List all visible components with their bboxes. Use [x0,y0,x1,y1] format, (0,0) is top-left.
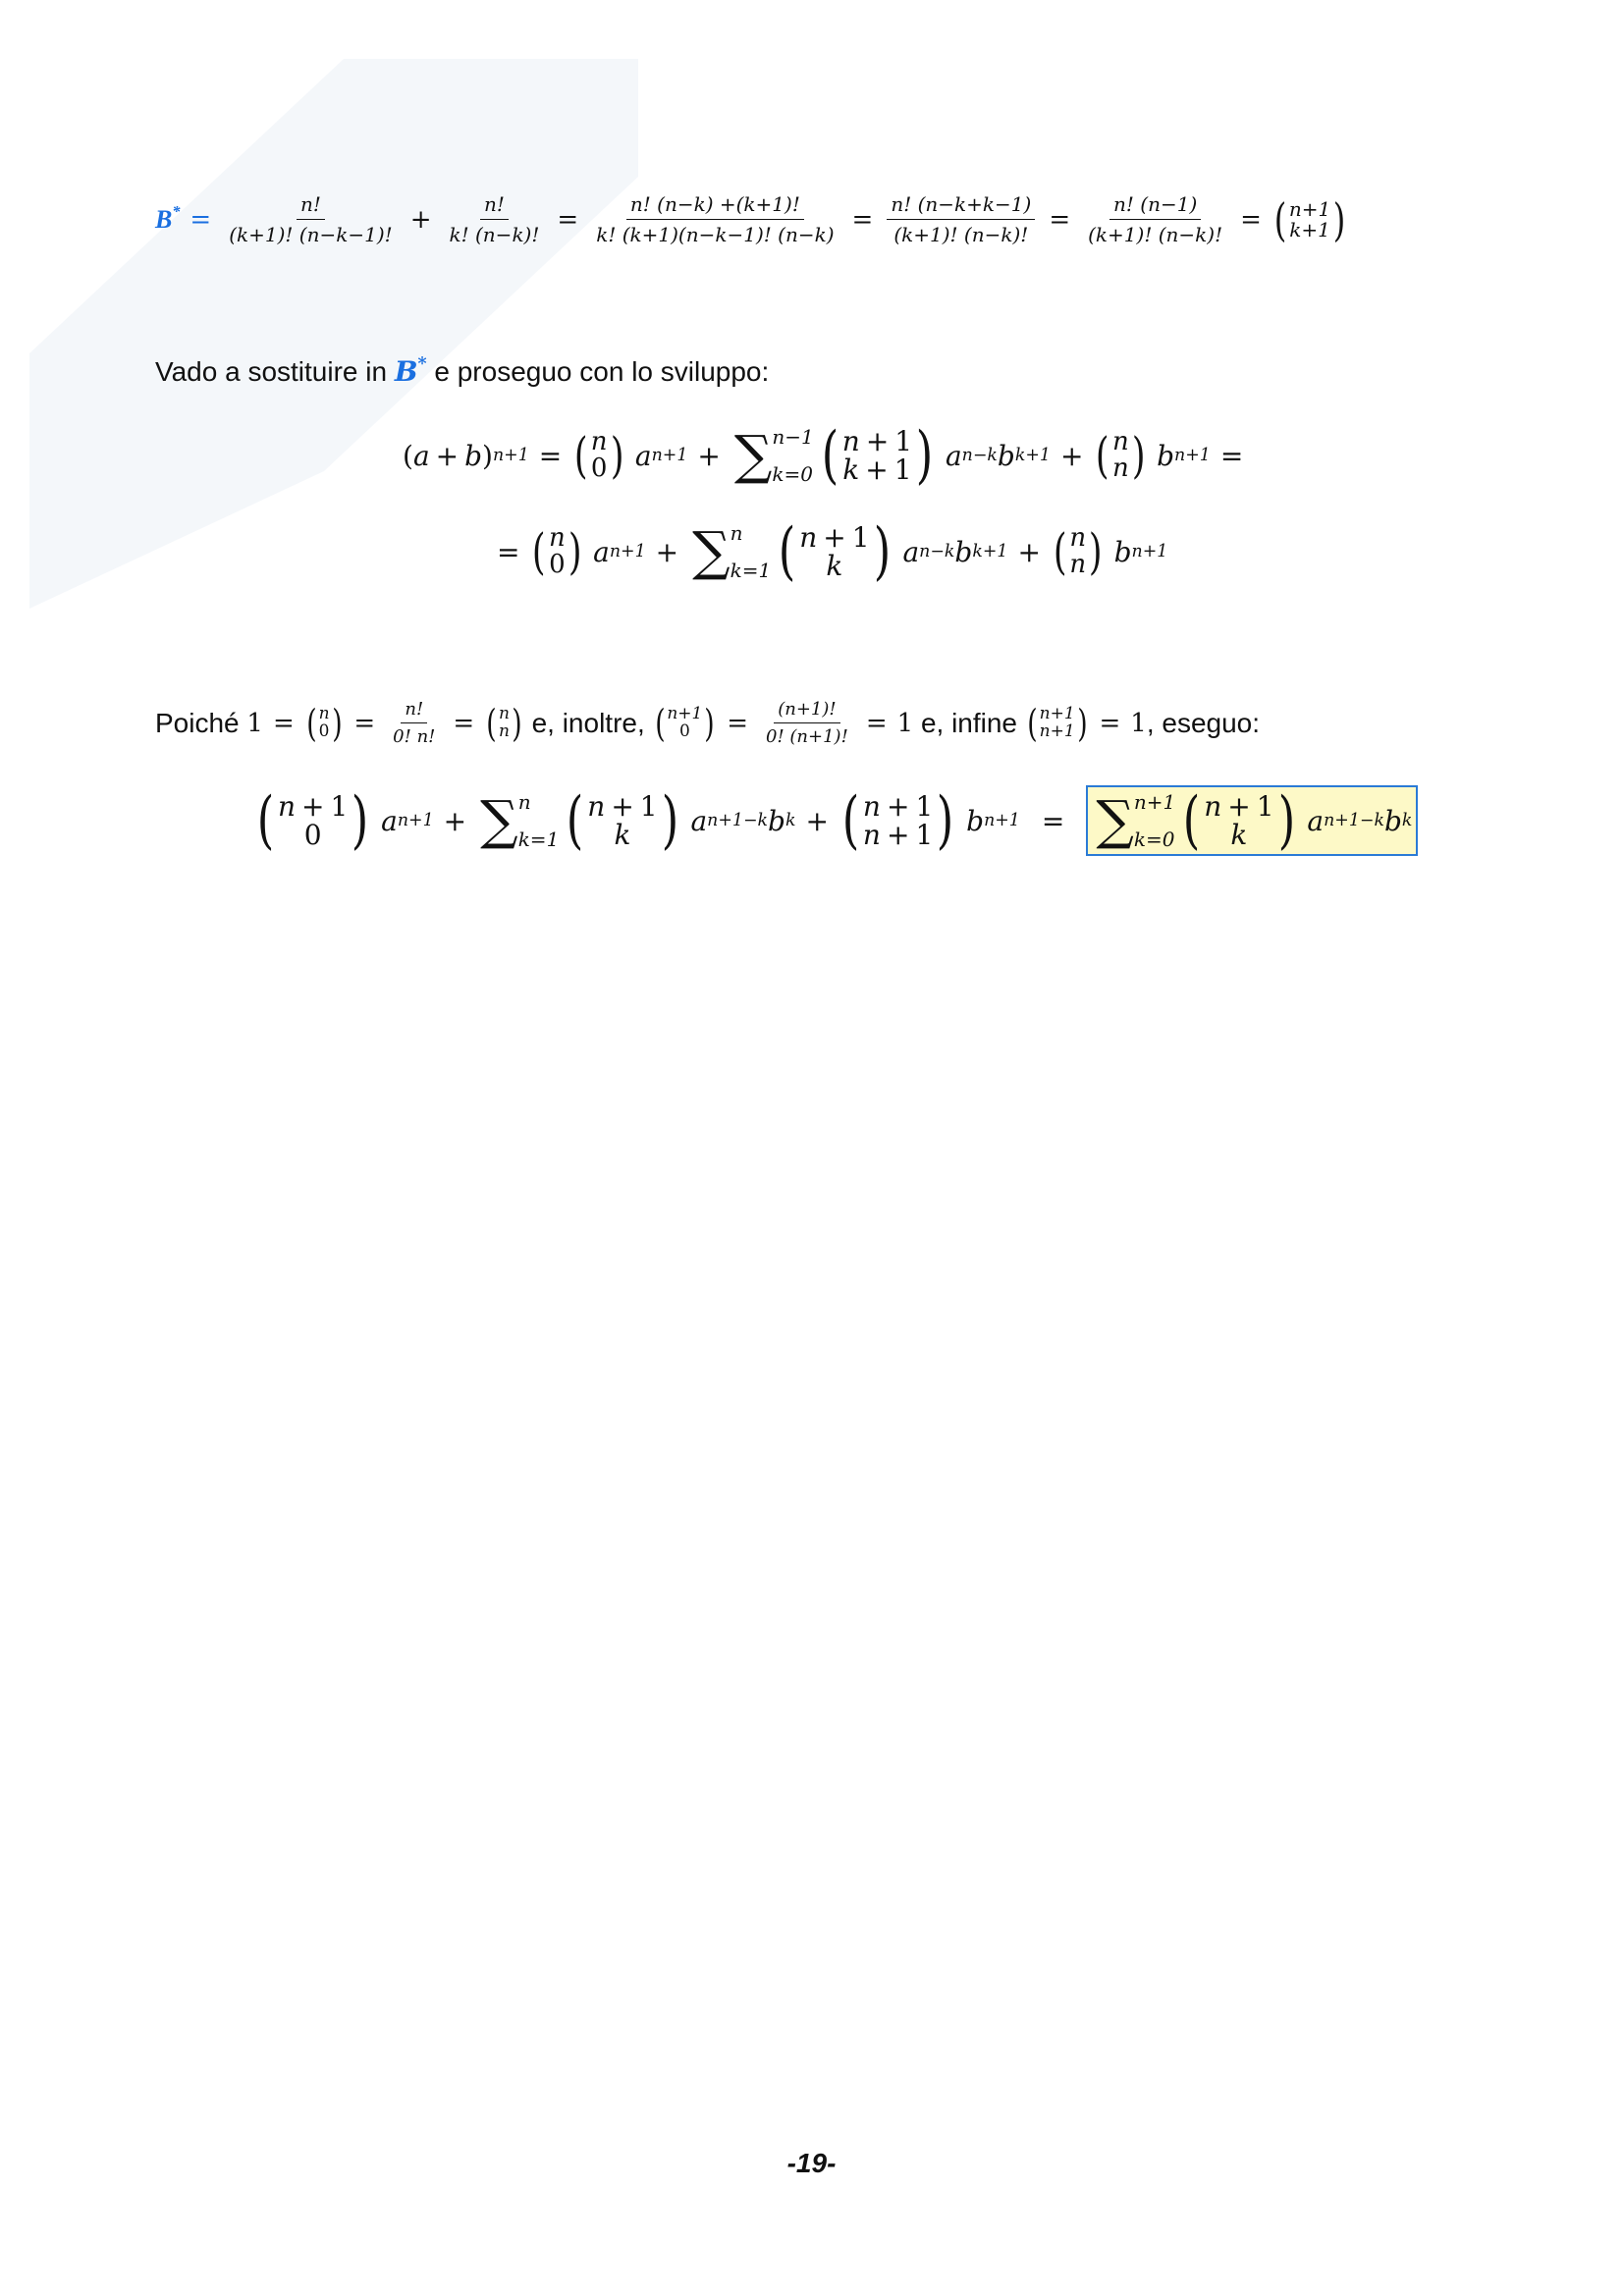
inoltre-text: e, inoltre, [531,707,645,738]
equation-final: ( n + 1 0 ) a n+1 + ∑ n k=1 ( n + 1 k ) a n+1−k b k + ( n + 1 n + 1 ) b n+1 = ∑ n+1 k=0 ( n + 1 k ) a n+1−k b k [253,785,1418,856]
page-number: -19- [786,2148,837,2178]
equation-expansion-1: ( a + b ) n+1 = ( n 0 ) a n+1 + ∑ n−1 k=0 ( n + 1 k + 1 ) a n−k b k+1 + ( n n ) b n+1 = [403,419,1244,492]
b-symbol: B [394,355,418,388]
equation-b-star: B* = $\frac{n!}{(k+1)! (n-k-1)!}$ + $\frac{n!}{k! (n-k)!}$ = $\frac{n! (n-k) +(k+1)!}{k! (k+1)(n-k-1)! (n-k)}$ = $\frac{n! (n-k+k-1)}{(k+1)! (n-k)!}$ = $\frac{n! (n-1)}{(k+1)! (n-k)!}$ = ( n+1 k+1 ) [155,192,1346,246]
vado-text: Vado a sostituire in [155,355,388,387]
equation-expansion-2: = ( n 0 ) a n+1 + ∑ n k=1 ( n + 1 k ) a n−k b k+1 + ( n n ) b n+1 [497,515,1168,588]
poiche-text: Poiché [155,707,240,738]
result-box: ∑ n+1 k=0 ( n + 1 k ) a n+1−k b k [1086,785,1418,856]
paragraph-poiche: Poiché 1 = ( n 0 ) = $\frac{n!}{0! n!}$ = ( n n ) e, inoltre, ( n+1 0 ) = $\frac{(n+1)!}{0! (n+1)!}$ = 1 e, infine ( n+1 n+1 ) = 1 , eseguo: [155,699,1261,747]
vado-after-text: e proseguo con lo sviluppo: [434,355,770,387]
infine-text: e, infine [920,707,1018,738]
b-star: * [417,353,427,374]
eseguo-text: , eseguo: [1146,707,1261,738]
paragraph-vado [155,355,769,388]
